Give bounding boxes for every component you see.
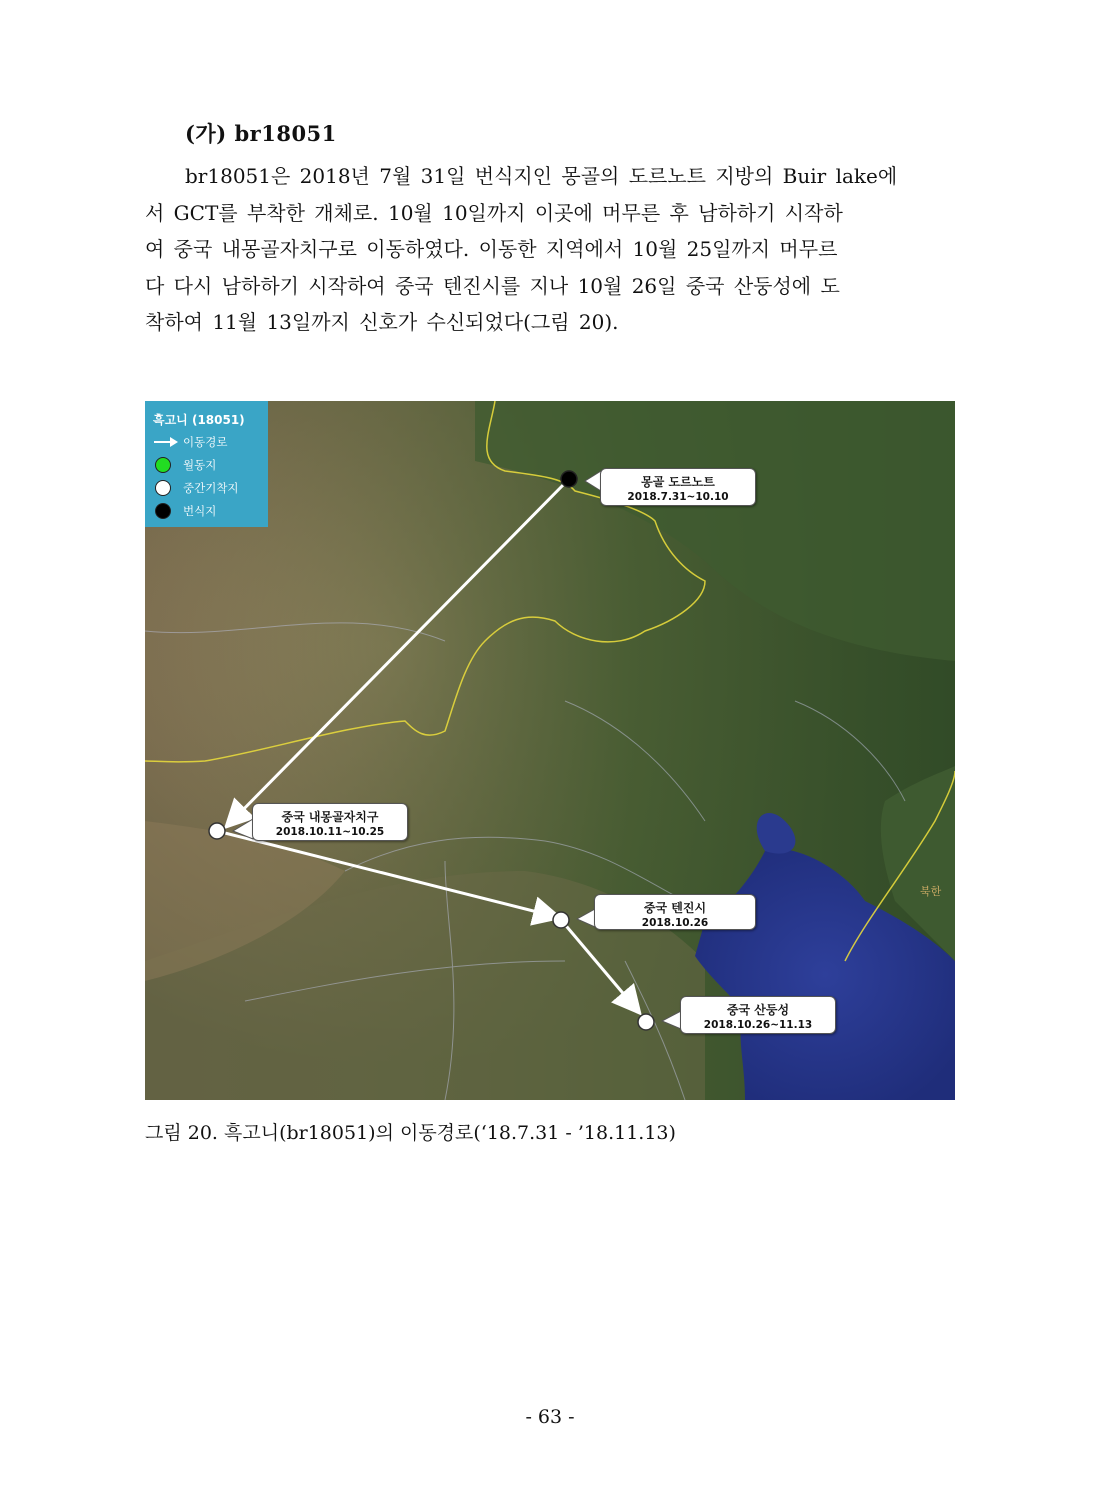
legend-item-breeding bbox=[153, 502, 216, 520]
legend-item-wintering bbox=[153, 456, 216, 474]
stopover-marker-inner-mongolia bbox=[209, 823, 225, 839]
page-number: - 63 - bbox=[525, 1406, 575, 1428]
location-date: 2018.10.26 bbox=[641, 917, 709, 929]
legend-label: 이동경로 bbox=[183, 435, 228, 449]
legend-item-route bbox=[153, 433, 227, 451]
location-name: 중국 산둥성 bbox=[726, 1003, 790, 1017]
map-legend bbox=[145, 401, 268, 527]
callout-tianjin bbox=[594, 894, 756, 930]
paragraph-line: 착하여 11월 13일까지 신호가 수신되었다(그림 20). bbox=[145, 310, 619, 334]
figure-caption: 그림 20. 흑고니(br18051)의 이동경로(‘18.7.31 - ’18.11.13) bbox=[145, 1122, 676, 1144]
legend-label: 월동지 bbox=[183, 458, 217, 472]
location-name: 몽골 도르노트 bbox=[641, 475, 715, 489]
callout-mongolia-dornod bbox=[600, 468, 756, 506]
location-date: 2018.10.11~10.25 bbox=[275, 826, 385, 838]
white-dot-icon bbox=[155, 480, 171, 496]
legend-item-stopover bbox=[153, 479, 239, 497]
legend-label: 중간기착지 bbox=[183, 481, 239, 495]
location-name: 중국 텐진시 bbox=[643, 901, 707, 915]
paragraph-line: 서 GCT를 부착한 개체로. 10월 10일까지 이곳에 머무른 후 남하하기 시작하 bbox=[145, 200, 843, 225]
body-paragraph bbox=[145, 158, 957, 341]
stopover-marker-tianjin bbox=[553, 912, 569, 928]
location-date: 2018.7.31~10.10 bbox=[627, 491, 729, 503]
location-name: 중국 내몽골자치구 bbox=[281, 810, 379, 824]
arrow-right-icon bbox=[153, 433, 179, 451]
legend-title: 흑고니 (18051) bbox=[153, 413, 245, 427]
legend-label: 번식지 bbox=[183, 504, 217, 518]
region-label-north-korea: 북한 bbox=[920, 885, 942, 898]
callout-shandong bbox=[680, 996, 836, 1034]
callout-inner-mongolia bbox=[252, 803, 408, 841]
paragraph-line: 여 중국 내몽골자치구로 이동하였다. 이동한 지역에서 10월 25일까지 머무르 bbox=[145, 237, 838, 261]
location-date: 2018.10.26~11.13 bbox=[703, 1019, 813, 1031]
section-heading: (가) br18051 bbox=[185, 121, 337, 146]
black-dot-icon bbox=[155, 503, 171, 519]
stopover-marker-shandong bbox=[638, 1014, 654, 1030]
migration-map bbox=[145, 401, 955, 1100]
paragraph-line: br18051은 2018년 7월 31일 번식지인 몽골의 도르노트 지방의 Buir lake에 bbox=[185, 164, 898, 188]
green-dot-icon bbox=[155, 457, 171, 473]
paragraph-line: 다 다시 남하하기 시작하여 중국 텐진시를 지나 10월 26일 중국 산둥성에 도 bbox=[145, 273, 840, 298]
breeding-site-marker bbox=[561, 471, 577, 487]
